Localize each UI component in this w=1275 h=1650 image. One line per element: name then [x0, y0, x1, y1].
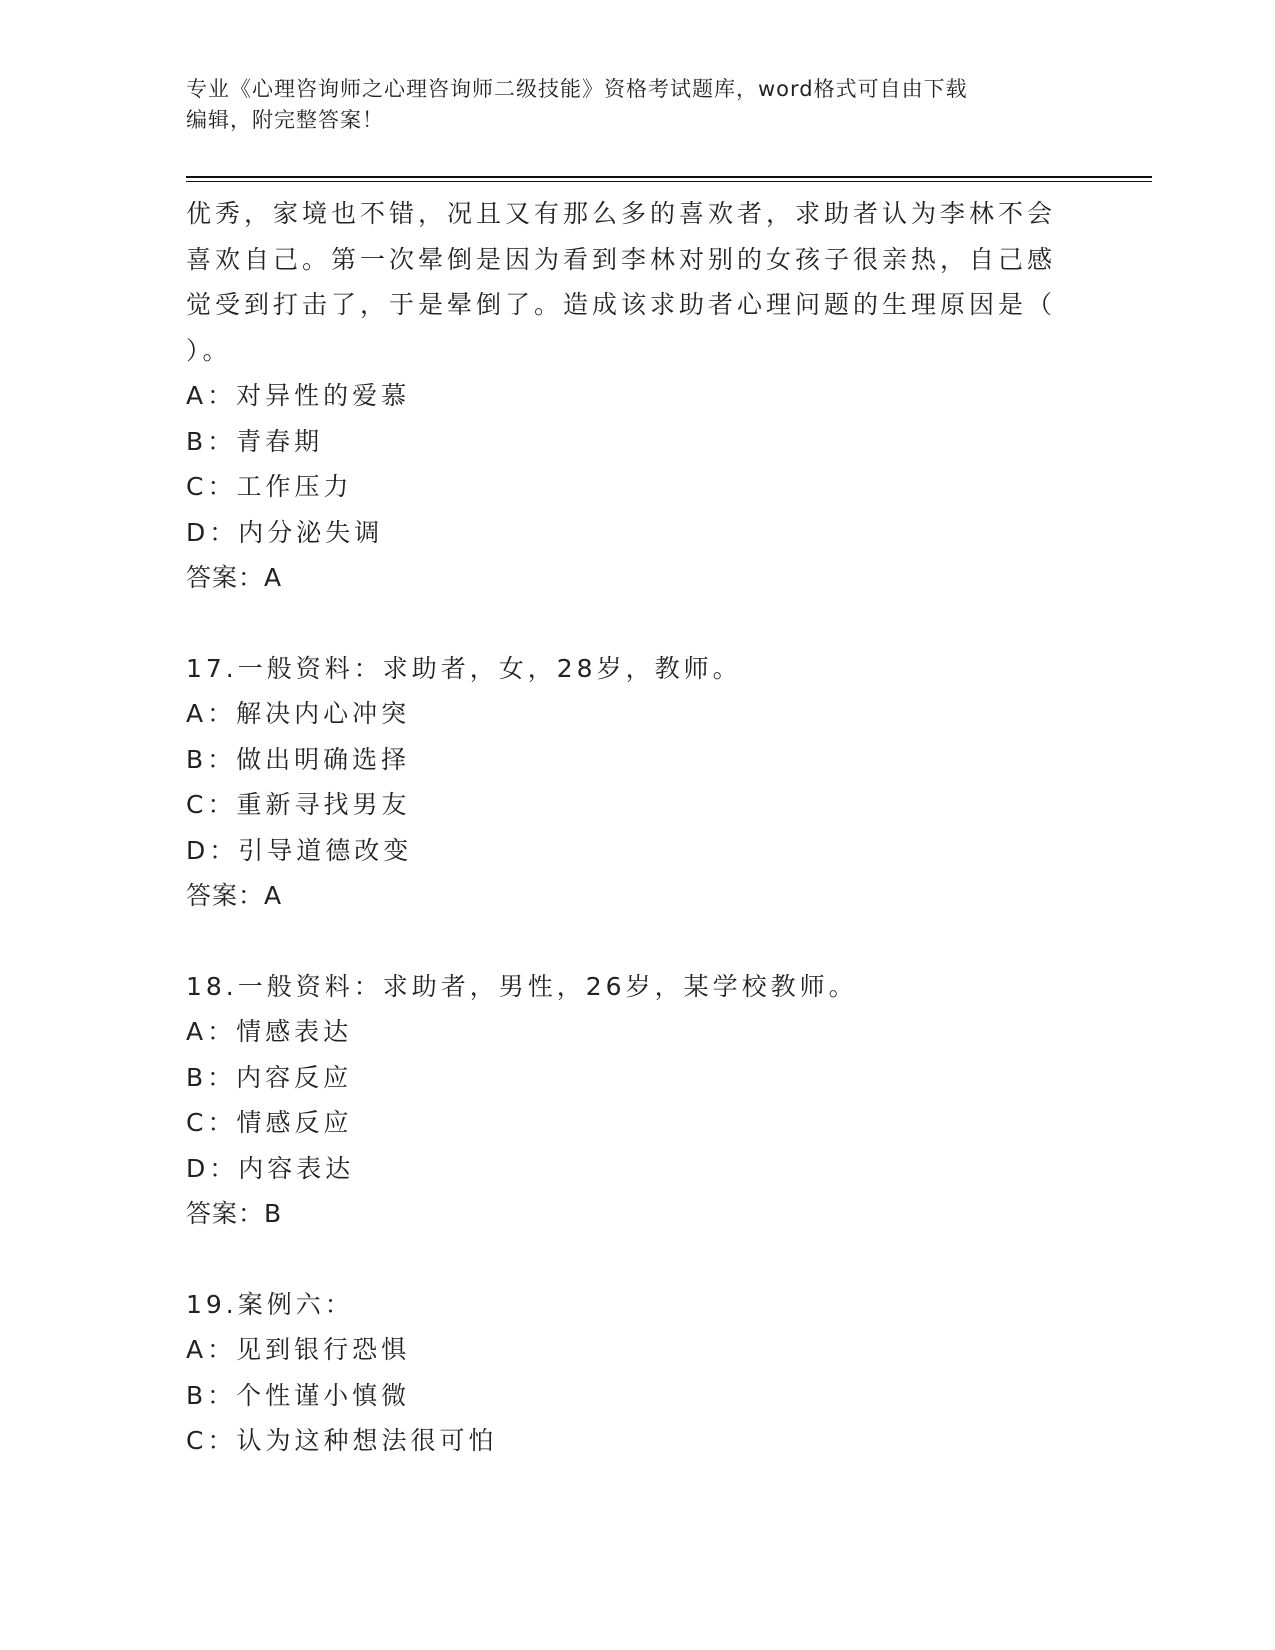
option-c: C：认为这种想法很可怕 — [186, 1426, 498, 1455]
option-d: D：引导道德改变 — [186, 835, 413, 865]
question-text-line: 喜欢自己。第一次晕倒是因为看到李林对别的女孩子很亲热，自己感 — [186, 244, 1057, 274]
question-title: 19.案例六： — [186, 1289, 354, 1319]
option-a: A：见到银行恐惧 — [186, 1335, 411, 1364]
question-18 — [186, 964, 1066, 1237]
option-a: A：情感表达 — [186, 1017, 353, 1046]
option-c: C：情感反应 — [186, 1108, 353, 1137]
question-text-line: 觉受到打击了，于是晕倒了。造成该求助者心理问题的生理原因是（ — [186, 290, 1057, 319]
option-c: C：工作压力 — [186, 472, 353, 501]
question-text-line: 优秀，家境也不错，况且又有那么多的喜欢者，求助者认为李林不会 — [186, 199, 1057, 228]
option-b: B：内容反应 — [186, 1062, 353, 1092]
question-content — [186, 191, 1066, 1464]
header-rule-thin — [186, 181, 1152, 182]
option-d: D：内容表达 — [186, 1153, 355, 1183]
question-19 — [186, 1282, 1066, 1464]
option-b: B：青春期 — [186, 426, 324, 456]
question-text-line: ）。 — [186, 335, 232, 365]
option-d: D：内分泌失调 — [186, 517, 384, 547]
document-header — [186, 74, 1066, 136]
answer: 答案：A — [186, 563, 283, 592]
option-b: B：做出明确选择 — [186, 744, 411, 774]
question-title: 17.一般资料：求助者，女，28岁，教师。 — [186, 653, 742, 683]
option-a: A：解决内心冲突 — [186, 699, 411, 728]
question-17 — [186, 646, 1066, 919]
question-title: 18.一般资料：求助者，男性，26岁，某学校教师。 — [186, 971, 858, 1001]
question-16 — [186, 191, 1066, 601]
answer: 答案：B — [186, 1199, 283, 1228]
header-line-2: 编辑，附完整答案！ — [186, 108, 384, 132]
header-rule-thick — [186, 176, 1152, 178]
header-line-1: 专业《心理咨询师之心理咨询师二级技能》资格考试题库，word格式可自由下载 — [186, 77, 968, 101]
option-a: A：对异性的爱慕 — [186, 381, 411, 410]
option-c: C：重新寻找男友 — [186, 790, 411, 819]
answer: 答案：A — [186, 881, 283, 910]
option-b: B：个性谨小慎微 — [186, 1380, 411, 1410]
